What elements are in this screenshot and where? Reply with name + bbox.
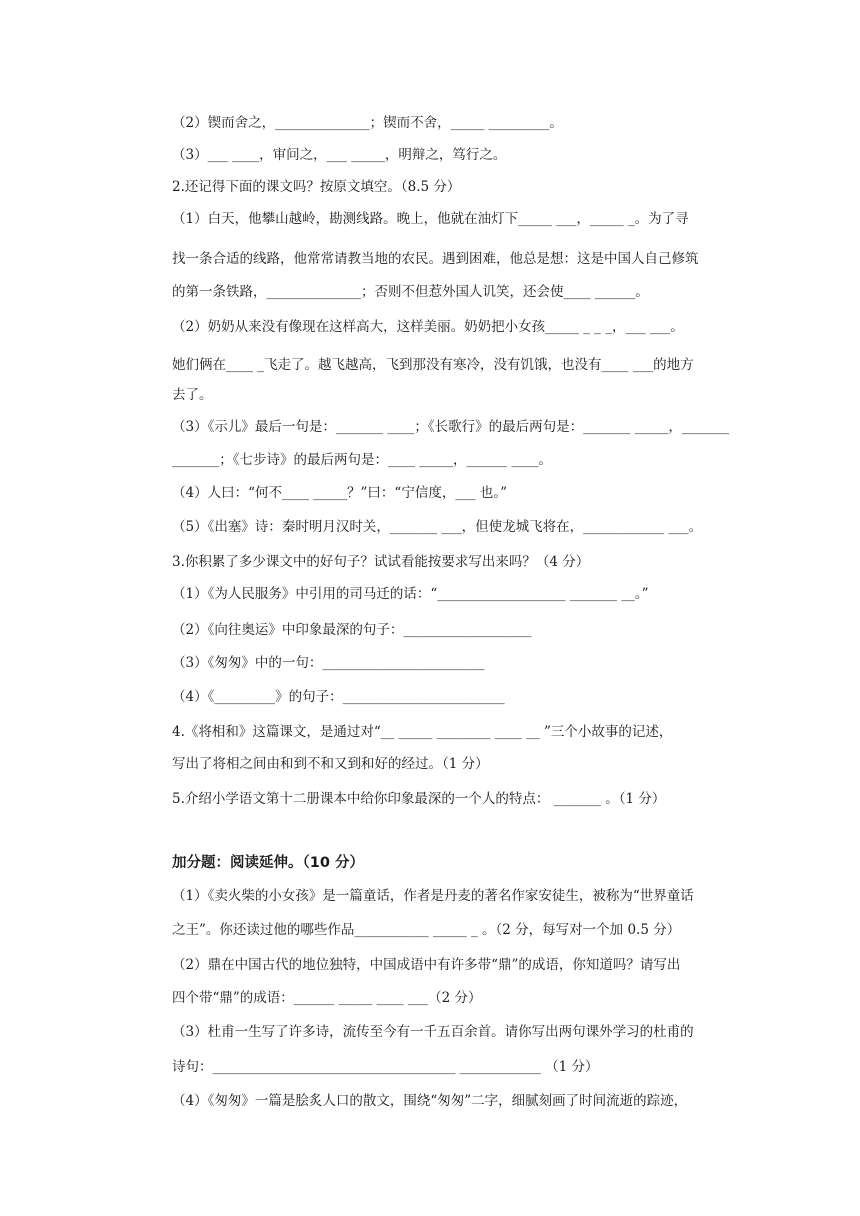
q2-item-2-line-3: 去了。 — [172, 387, 213, 403]
q4-line-2: 写出了将相之间由和到不和又到和好的经过。（1 分） — [172, 756, 489, 772]
q4-line-1: 4.《将相和》这篇课文，是通过对“__ _____ ________ ____ __ ”三个小故事的记述， — [172, 724, 673, 740]
q2-item-3-line-2: _______；《七步诗》的最后两句是：____ _____，______ ____。 — [172, 452, 552, 468]
q2-item-1-line-3: 的第一条铁路，______________；否则不但惹外国人讥笑，还会使____ ______。 — [172, 284, 649, 300]
q2-item-4: （4）人曰：“何不____ _____？”曰：“宁信度，___ 也。” — [172, 485, 508, 501]
bonus-item-3-line-1: （3）杜甫一生写了许多诗，流传至今有一千五百余首。请你写出两句课外学习的杜甫的 — [172, 1024, 694, 1040]
q1-item-2: （2）锲而舍之，______________；锲而不舍，_____ _________。 — [172, 115, 563, 131]
q3-item-3: （3）《匆匆》中的一句：________________________ — [172, 655, 485, 671]
bonus-item-2-line-1: （2）鼎在中国古代的地位独特，中国成语中有许多带“鼎”的成语，你知道吗？请写出 — [172, 957, 681, 973]
q2-heading: 2.还记得下面的课文吗？按原文填空。（8.5 分） — [172, 179, 461, 195]
q2-item-1-line-2: 找一条合适的线路，他常常请教当地的农民。遇到困难，他总是想：这是中国人自己修筑 — [172, 251, 699, 267]
q3-item-4: （4）《_________》的句子：________________________ — [172, 689, 505, 705]
q2-item-2-line-2: 她们俩在____ _飞走了。越飞越高，飞到那没有寒冷，没有饥饿，也没有____ ___的地方 — [172, 357, 694, 373]
bonus-item-1-line-1: （1）《卖火柴的小女孩》是一篇童话，作者是丹麦的著名作家安徒生，被称为“世界童话 — [172, 888, 694, 904]
q2-item-5: （5）《出塞》诗：秦时明月汉时关，_______ ___，但使龙城飞将在，____________ ___。 — [172, 519, 703, 535]
q1-item-3: （3）___ ____，审问之，___ _____，明辩之，笃行之。 — [172, 147, 507, 163]
bonus-item-3-line-2: 诗句：____________________________________ ____________ （1 分） — [172, 1059, 599, 1075]
q3-item-2: （2）《向往奥运》中印象最深的句子：___________________ — [172, 622, 532, 638]
q5: 5.介绍小学语文第十二册课本中给你印象最深的一个人的特点： _______ 。（1 分） — [172, 791, 666, 807]
q2-item-1-line-1: （1）白天，他攀山越岭，勘测线路。晚上，他就在油灯下_____ ___，_____ _。为了寻 — [172, 211, 689, 227]
bonus-heading: 加分题：阅读延伸。（10 分） — [172, 855, 364, 871]
q2-item-2-line-1: （2）奶奶从来没有像现在这样高大，这样美丽。奶奶把小女孩_____ _ _ _，___ ___。 — [172, 319, 684, 335]
q3-heading: 3.你积累了多少课文中的好句子？试试看能按要求写出来吗？（4 分） — [172, 554, 590, 570]
bonus-item-1-line-2: 之王”。你还读过他的哪些作品___________ _____ _ 。（2 分，每写对一个加 0.5 分） — [172, 922, 681, 938]
q3-item-1: （1）《为人民服务》中引用的司马迁的话：“___________________ _______ __。” — [172, 586, 649, 602]
bonus-item-4-line-1: （4）《匆匆》一篇是脍炙人口的散文，围绕“匆匆”二字，细腻刻画了时间流逝的踪迹， — [172, 1093, 688, 1109]
q2-item-3-line-1: （3）《示儿》最后一句是：_______ ____；《长歌行》的最后两句是：_______ _____，_______ — [172, 419, 730, 435]
bonus-item-2-line-2: 四个带“鼎”的成语：______ _____ ____ ___（2 分） — [172, 990, 482, 1006]
